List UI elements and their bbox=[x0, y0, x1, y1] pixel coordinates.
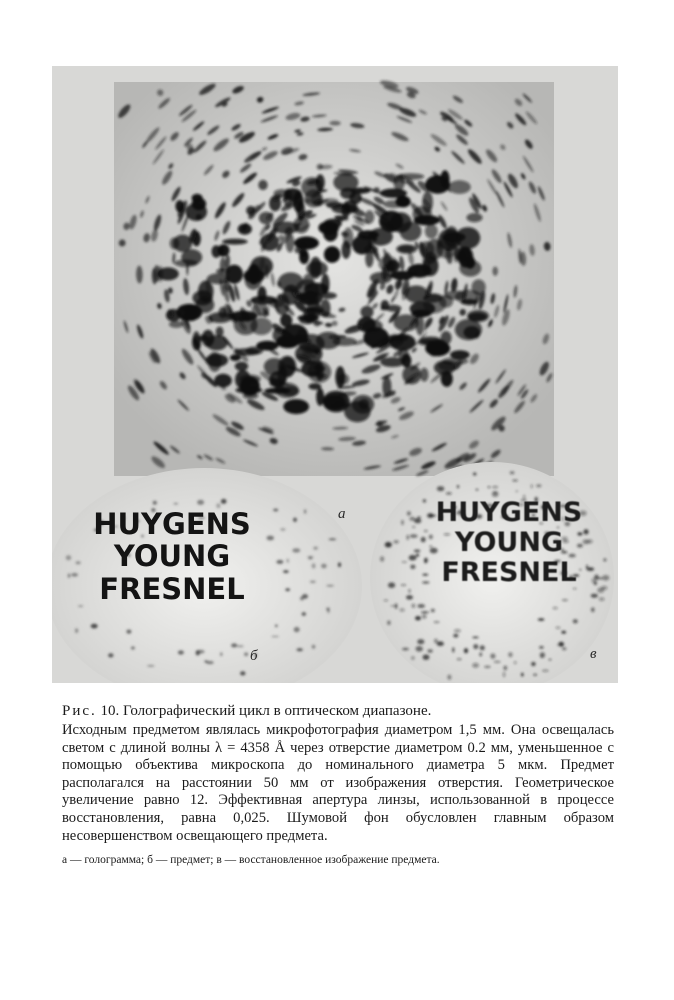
noise-dot bbox=[406, 595, 413, 600]
noise-dot bbox=[174, 503, 179, 505]
noise-dot bbox=[553, 607, 558, 610]
noise-dot bbox=[204, 660, 207, 662]
noise-dot bbox=[197, 500, 204, 505]
speckle-blob bbox=[258, 180, 267, 190]
speckle-blob bbox=[212, 245, 221, 258]
noise-dot bbox=[510, 471, 515, 474]
caption-prefix: Рис. bbox=[62, 703, 97, 719]
noise-dot bbox=[310, 581, 316, 584]
speckle-blob bbox=[226, 265, 243, 284]
noise-dot bbox=[300, 597, 304, 601]
panel-label-v: в bbox=[590, 646, 597, 662]
reconstruction-line-1: HUYGENS bbox=[435, 497, 583, 528]
noise-dot bbox=[531, 662, 536, 666]
speckle-blob bbox=[282, 386, 300, 396]
noise-dot bbox=[220, 652, 222, 656]
noise-dot bbox=[329, 538, 337, 540]
noise-dot bbox=[237, 645, 244, 647]
figure-caption bbox=[62, 702, 614, 867]
speckle-blob bbox=[360, 306, 373, 318]
speckle-blob bbox=[310, 257, 322, 279]
noise-dot bbox=[292, 548, 300, 552]
noise-dot bbox=[326, 585, 334, 587]
noise-dot bbox=[599, 597, 605, 601]
noise-dot bbox=[147, 665, 154, 667]
speckle-blob bbox=[214, 374, 232, 388]
hologram-panel bbox=[114, 82, 554, 476]
noise-dot bbox=[473, 644, 478, 649]
noise-dot bbox=[533, 674, 537, 676]
noise-dot bbox=[472, 663, 479, 668]
noise-dot bbox=[285, 588, 290, 591]
speckle-blob bbox=[429, 349, 438, 357]
speckle-blob bbox=[209, 312, 232, 323]
noise-dot bbox=[273, 509, 278, 512]
speckle-blob bbox=[252, 303, 270, 316]
speckle-blob bbox=[280, 314, 292, 328]
noise-dot bbox=[304, 509, 306, 514]
speckle-blob bbox=[343, 200, 357, 212]
speckle-blob bbox=[416, 314, 424, 336]
noise-dot bbox=[422, 614, 427, 619]
noise-dot bbox=[221, 499, 227, 504]
noise-dot bbox=[480, 645, 485, 650]
speckle-blob bbox=[208, 352, 221, 372]
noise-dot bbox=[231, 643, 237, 647]
speckle-blob bbox=[309, 383, 322, 390]
speckle-blob bbox=[316, 360, 324, 381]
noise-dot bbox=[521, 673, 524, 677]
speckle-blob bbox=[246, 206, 255, 215]
speckle-blob bbox=[396, 244, 417, 254]
noise-dot bbox=[488, 486, 490, 488]
speckle-blob bbox=[402, 365, 421, 384]
noise-dot bbox=[503, 672, 506, 678]
speckle-blob bbox=[394, 314, 419, 331]
speckle-blob bbox=[379, 256, 398, 272]
noise-dot bbox=[91, 624, 98, 629]
noise-dot bbox=[473, 473, 477, 476]
speckle-blob bbox=[175, 200, 184, 212]
noise-dot bbox=[431, 609, 435, 613]
speckle-blob bbox=[299, 249, 308, 257]
speckle-blob bbox=[301, 177, 322, 197]
noise-dot bbox=[294, 627, 300, 632]
noise-dot bbox=[244, 652, 248, 656]
noise-dot bbox=[388, 582, 395, 588]
noise-dot bbox=[447, 675, 451, 680]
noise-dot bbox=[416, 646, 423, 652]
noise-dot bbox=[437, 641, 444, 646]
noise-dot bbox=[280, 528, 285, 531]
noise-dot bbox=[408, 589, 410, 593]
noise-dot bbox=[399, 608, 404, 612]
speckle-blob bbox=[324, 246, 340, 263]
noise-dot bbox=[380, 556, 384, 561]
speckle-blob bbox=[338, 374, 349, 385]
speckle-blob bbox=[380, 189, 407, 198]
noise-dot bbox=[562, 647, 566, 650]
noise-dot bbox=[401, 520, 404, 525]
noise-dot bbox=[196, 650, 200, 655]
noise-dot bbox=[490, 653, 495, 658]
noise-dot bbox=[484, 666, 490, 668]
noise-dot bbox=[283, 570, 289, 573]
speckle-blob bbox=[192, 194, 203, 203]
noise-dot bbox=[415, 616, 421, 620]
speckle-blob bbox=[434, 361, 455, 375]
noise-dot bbox=[286, 559, 289, 563]
noise-dot bbox=[68, 574, 70, 578]
speckle-blob bbox=[363, 320, 383, 333]
noise-dot bbox=[591, 594, 598, 598]
object-lettering bbox=[72, 508, 272, 605]
noise-dot bbox=[446, 492, 452, 495]
speckle-blob bbox=[343, 227, 353, 248]
speckle-blob bbox=[425, 224, 438, 239]
speckle-blob bbox=[297, 200, 305, 221]
speckle-blob bbox=[269, 196, 281, 212]
speckle-blob bbox=[422, 191, 433, 213]
noise-dot bbox=[472, 637, 478, 639]
speckle-blob bbox=[440, 170, 449, 188]
reconstruction-lettering bbox=[414, 498, 604, 589]
noise-dot bbox=[126, 630, 131, 634]
noise-dot bbox=[297, 648, 303, 651]
speckle-blob bbox=[455, 227, 480, 249]
noise-dot bbox=[276, 560, 283, 564]
speckle-blob bbox=[304, 283, 329, 296]
panel-label-b: б bbox=[250, 648, 258, 664]
noise-dot bbox=[293, 518, 297, 522]
noise-dot bbox=[338, 562, 341, 567]
object-line-3: FRESNEL bbox=[99, 571, 245, 606]
noise-dot bbox=[476, 489, 479, 491]
noise-dot bbox=[423, 655, 430, 660]
noise-dot bbox=[131, 646, 135, 649]
noise-dot bbox=[66, 555, 71, 560]
speckle-blob bbox=[423, 293, 447, 313]
noise-dot bbox=[417, 639, 424, 644]
reconstruction-line-2: YOUNG bbox=[454, 527, 564, 559]
speckle-blob bbox=[286, 233, 295, 252]
noise-dot bbox=[78, 605, 83, 607]
noise-dot bbox=[514, 661, 517, 664]
noise-dot bbox=[412, 604, 416, 608]
noise-dot bbox=[411, 656, 415, 660]
speckle-blob bbox=[174, 259, 198, 267]
noise-dot bbox=[591, 607, 595, 612]
speckle-blob bbox=[157, 267, 178, 280]
noise-dot bbox=[494, 661, 501, 663]
noise-dot bbox=[452, 647, 455, 652]
figure-plate bbox=[52, 66, 618, 683]
speckle-blob bbox=[466, 213, 482, 222]
noise-dot bbox=[516, 490, 518, 492]
speckle-blob bbox=[234, 315, 258, 335]
speckle-blob bbox=[222, 239, 248, 245]
noise-dot bbox=[562, 599, 568, 601]
speckle-blob bbox=[420, 368, 428, 382]
speckle-blob bbox=[468, 313, 487, 321]
noise-dot bbox=[407, 511, 411, 515]
noise-dot bbox=[302, 612, 306, 616]
speckle-blob bbox=[444, 290, 467, 299]
speckle-blob bbox=[448, 180, 471, 194]
noise-dot bbox=[75, 628, 78, 633]
speckle-blob bbox=[428, 339, 446, 346]
noise-dot bbox=[401, 584, 406, 586]
noise-dot bbox=[384, 600, 389, 602]
speckle-blob bbox=[278, 272, 304, 292]
object-line-2: YOUNG bbox=[113, 539, 231, 574]
noise-dot bbox=[437, 486, 444, 491]
speckle-blob bbox=[240, 376, 260, 395]
noise-dot bbox=[427, 649, 432, 652]
speckle-blob bbox=[281, 337, 297, 347]
noise-dot bbox=[454, 629, 461, 633]
speckle-blob bbox=[298, 315, 320, 322]
speckle-blob bbox=[318, 221, 339, 234]
speckle-blob bbox=[423, 256, 439, 276]
noise-dot bbox=[549, 659, 552, 661]
noise-dot bbox=[108, 653, 113, 657]
speckle-blob bbox=[192, 231, 201, 246]
speckle-blob bbox=[202, 330, 214, 347]
speckle-blob bbox=[390, 212, 412, 232]
noise-dot bbox=[312, 645, 315, 649]
noise-dot bbox=[479, 653, 482, 657]
noise-dot bbox=[402, 648, 409, 651]
noise-dot bbox=[531, 484, 533, 488]
noise-dot bbox=[421, 611, 429, 613]
noise-dot bbox=[573, 619, 578, 623]
noise-dot bbox=[387, 621, 391, 626]
noise-dot bbox=[240, 671, 245, 675]
speckle-blob bbox=[295, 343, 323, 364]
noise-dot bbox=[561, 631, 566, 634]
noise-dot bbox=[178, 650, 184, 654]
noise-dot bbox=[321, 564, 327, 569]
noise-dot bbox=[312, 563, 316, 568]
noise-dot bbox=[492, 486, 498, 488]
caption-heading bbox=[62, 702, 614, 720]
noise-dot bbox=[417, 604, 425, 608]
noise-dot bbox=[407, 535, 409, 540]
noise-dot bbox=[394, 540, 399, 543]
speckle-blob bbox=[238, 224, 252, 235]
noise-dot bbox=[464, 648, 468, 653]
speckle-blob bbox=[294, 236, 319, 249]
fringe-streak bbox=[492, 266, 498, 275]
noise-dot bbox=[275, 625, 278, 628]
speckle-blob bbox=[192, 335, 202, 350]
panel-label-a: а bbox=[338, 506, 346, 522]
noise-dot bbox=[453, 634, 458, 638]
noise-dot bbox=[542, 670, 549, 672]
speckle-blob bbox=[461, 299, 478, 305]
noise-dot bbox=[153, 501, 157, 505]
noise-dot bbox=[327, 608, 329, 613]
speckle-blob bbox=[273, 222, 300, 234]
speckle-blob bbox=[365, 210, 375, 224]
speckle-blob bbox=[169, 321, 184, 328]
speckle-blob bbox=[401, 354, 411, 368]
noise-dot bbox=[539, 646, 544, 649]
caption-body: Исходным предметом являлась микрофотография диаметром 1,5 мм. Она освещалась светом с длиной волны λ = 4358 Å через отверстие диаметром 0.2 мм, уменьшенное с помощью объектива микроскопа до номинального диаметра 5 мкм. Предмет располагался на расстоянии 50 мм от изображения отверстия. Геометрическое увеличение равно 12. Эффективная апертура линзы, использованной в процессе восстановления, равна 0,025. Шумовой фон обусловлен главным образом несовершенством освещающего предмета. bbox=[62, 722, 614, 844]
speckle-blob bbox=[269, 300, 284, 308]
noise-dot bbox=[538, 618, 544, 621]
noise-dot bbox=[390, 605, 396, 607]
noise-dot bbox=[558, 642, 564, 647]
speckle-blob bbox=[173, 235, 192, 252]
noise-dot bbox=[503, 666, 507, 670]
noise-dot bbox=[308, 557, 312, 560]
speckle-blob bbox=[414, 215, 440, 225]
noise-dot bbox=[556, 627, 561, 629]
speckle-blob bbox=[382, 376, 391, 397]
speckle-blob bbox=[359, 399, 370, 410]
speckle-blob bbox=[278, 356, 296, 377]
noise-dot bbox=[457, 658, 462, 660]
speckle-blob bbox=[235, 362, 248, 371]
speckle-blob bbox=[283, 399, 309, 414]
noise-dot bbox=[271, 636, 278, 638]
noise-dot bbox=[536, 484, 541, 487]
speckle-blob bbox=[261, 234, 279, 251]
object-line-1: HUYGENS bbox=[93, 507, 251, 541]
noise-dot bbox=[508, 652, 512, 657]
noise-dot bbox=[385, 542, 392, 548]
speckle-blob bbox=[386, 305, 402, 312]
noise-dot bbox=[313, 547, 318, 550]
speckle-blob bbox=[196, 297, 215, 313]
speckle-blob bbox=[316, 332, 340, 350]
caption-legend: а — голограмма; б — предмет; в — восстановленное изображение предмета. bbox=[62, 854, 440, 867]
reconstruction-line-3: FRESNEL bbox=[441, 557, 577, 589]
noise-dot bbox=[541, 656, 543, 658]
speckle-blob bbox=[308, 306, 324, 312]
noise-dot bbox=[402, 561, 407, 563]
speckle-blob bbox=[390, 334, 416, 351]
speckle-blob bbox=[259, 212, 274, 225]
noise-dot bbox=[557, 644, 565, 646]
speckle-blob bbox=[256, 341, 278, 351]
noise-dot bbox=[457, 485, 459, 488]
noise-dot bbox=[434, 621, 440, 623]
speckle-blob bbox=[397, 173, 424, 180]
caption-number: 10. bbox=[100, 703, 120, 719]
speckle-blob bbox=[365, 250, 373, 267]
speckle-blob bbox=[230, 354, 241, 361]
caption-title: Голографический цикл в оптическом диапазоне. bbox=[123, 703, 432, 719]
speckle-blob bbox=[464, 326, 481, 339]
speckle-blob bbox=[250, 256, 273, 276]
noise-dot bbox=[512, 480, 517, 482]
